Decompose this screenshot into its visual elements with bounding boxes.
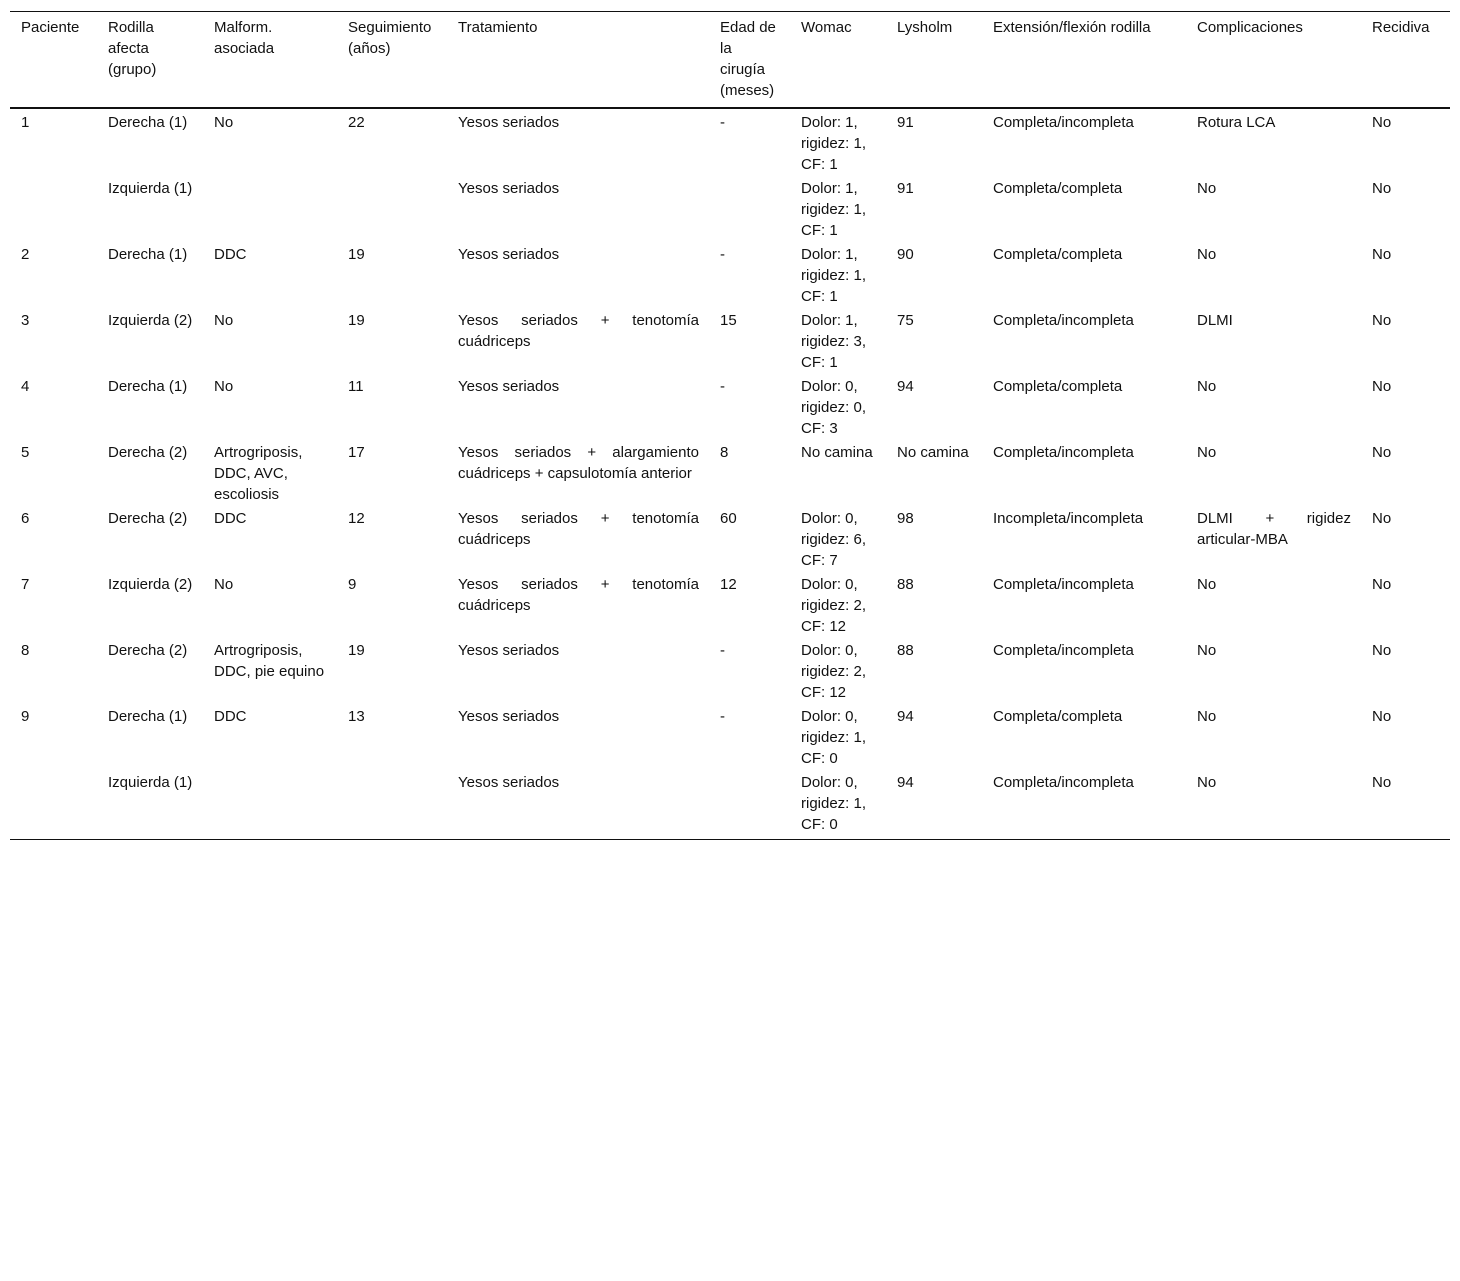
header-complicaciones: Complicaciones [1186, 12, 1361, 109]
cell-extension-flexion: Completa/completa [993, 708, 1123, 725]
cell-lysholm: 91 [897, 114, 914, 131]
header-malformacion: Malform. asociada [203, 12, 337, 109]
table-row [10, 439, 1450, 505]
cell-extension-flexion: Completa/incompleta [982, 769, 1186, 840]
cell-tratamiento: Yesos seriados [458, 708, 560, 725]
cell-malformacion [203, 769, 337, 840]
cell-seguimiento: 13 [348, 708, 365, 725]
cell-womac: Dolor: 0, rigidez: 1, CF: 0 [790, 769, 886, 840]
cell-malformacion: DDC [214, 708, 247, 725]
cell-edad-cirugia: - [720, 642, 725, 659]
cell-complicaciones: No [1197, 444, 1217, 461]
cell-complicaciones: No [1197, 180, 1217, 197]
cell-complicaciones: No [1197, 378, 1217, 395]
cell-seguimiento: 19 [348, 312, 365, 329]
cell-edad-cirugia [709, 175, 790, 241]
cell-seguimiento: 12 [348, 510, 365, 527]
cell-edad-cirugia: - [720, 114, 725, 131]
cell-lysholm: 94 [897, 378, 914, 395]
cell-complicaciones: No [1197, 576, 1217, 593]
cell-rodilla: Derecha (1) [108, 114, 188, 131]
cell-extension-flexion: Completa/completa [993, 378, 1123, 395]
cell-edad-cirugia: - [720, 246, 725, 263]
header-paciente: Paciente [10, 12, 97, 109]
cell-rodilla: Derecha (2) [108, 642, 188, 659]
cell-tratamiento: Yesos seriados + tenotomía cuádriceps [458, 312, 699, 350]
cell-malformacion: Artrogriposis, DDC, AVC, escoliosis [214, 444, 303, 503]
cell-womac: Dolor: 0, rigidez: 0, CF: 3 [801, 378, 867, 437]
cell-womac: Dolor: 1, rigidez: 1, CF: 1 [801, 180, 867, 239]
table-body [10, 108, 1450, 840]
cell-seguimiento [337, 769, 447, 840]
cell-malformacion: No [214, 576, 234, 593]
header-extension-flexion: Extensión/flexión rodilla [982, 12, 1186, 109]
cell-extension-flexion: Completa/incompleta [993, 576, 1134, 593]
cell-recidiva: No [1372, 708, 1392, 725]
cell-extension-flexion: Completa/incompleta [993, 444, 1134, 461]
cell-womac: Dolor: 0, rigidez: 2, CF: 12 [801, 642, 867, 701]
cell-paciente: 3 [21, 312, 30, 329]
cell-edad-cirugia: 15 [720, 312, 737, 329]
cell-rodilla: Derecha (1) [108, 246, 188, 263]
header-womac: Womac [790, 12, 886, 109]
cell-rodilla: Derecha (1) [108, 708, 188, 725]
cell-paciente: 1 [21, 114, 30, 131]
cell-tratamiento: Yesos seriados + alargamiento cuádriceps + capsulotomía anterior [458, 444, 699, 482]
cell-paciente: 5 [21, 444, 30, 461]
cell-tratamiento: Yesos seriados [458, 114, 560, 131]
cell-rodilla: Derecha (2) [108, 510, 188, 527]
cell-tratamiento: Yesos seriados [458, 246, 560, 263]
cell-recidiva: No [1372, 444, 1392, 461]
cell-lysholm: 94 [886, 769, 982, 840]
cell-recidiva: No [1372, 642, 1392, 659]
table-row [10, 241, 1450, 307]
cell-extension-flexion: Completa/completa [993, 246, 1123, 263]
table-row [10, 373, 1450, 439]
cell-malformacion: No [214, 312, 234, 329]
table-row [10, 769, 1450, 840]
cell-seguimiento: 19 [348, 642, 365, 659]
header-recidiva: Recidiva [1361, 12, 1450, 109]
cell-lysholm: 91 [897, 180, 914, 197]
table-row [10, 108, 1450, 175]
cell-edad-cirugia [709, 769, 790, 840]
cell-rodilla: Izquierda (1) [108, 180, 193, 197]
cell-womac: Dolor: 1, rigidez: 3, CF: 1 [801, 312, 867, 371]
cell-malformacion: No [214, 114, 234, 131]
table-row [10, 505, 1450, 571]
cell-complicaciones: No [1197, 246, 1217, 263]
cell-paciente: 6 [21, 510, 30, 527]
cell-paciente: 8 [21, 642, 30, 659]
cell-extension-flexion: Incompleta/incompleta [993, 510, 1144, 527]
cell-edad-cirugia: - [720, 708, 725, 725]
cell-complicaciones: DLMI [1197, 312, 1233, 329]
cell-lysholm: 88 [897, 642, 914, 659]
cell-recidiva: No [1372, 180, 1392, 197]
cell-recidiva: No [1372, 510, 1392, 527]
cell-seguimiento: 11 [348, 378, 364, 395]
table-row [10, 571, 1450, 637]
cell-rodilla: Izquierda (1) [97, 769, 203, 840]
cell-womac: Dolor: 1, rigidez: 1, CF: 1 [801, 114, 867, 173]
cell-womac: Dolor: 0, rigidez: 2, CF: 12 [801, 576, 867, 635]
cell-lysholm: 98 [897, 510, 914, 527]
cell-lysholm: 75 [897, 312, 914, 329]
header-edad-cirugia: Edad de la cirugía (meses) [709, 12, 790, 109]
cell-womac: Dolor: 0, rigidez: 1, CF: 0 [801, 708, 867, 767]
cell-malformacion: DDC [214, 246, 247, 263]
cell-recidiva: No [1372, 246, 1392, 263]
cell-paciente [10, 175, 97, 241]
cell-recidiva: No [1372, 378, 1392, 395]
cell-tratamiento: Yesos seriados [458, 642, 560, 659]
cell-rodilla: Izquierda (2) [108, 576, 193, 593]
cell-seguimiento: 22 [348, 114, 365, 131]
cell-paciente: 4 [21, 378, 30, 395]
cell-complicaciones: No [1186, 769, 1361, 840]
cell-lysholm: No camina [897, 444, 969, 461]
cell-recidiva: No [1372, 576, 1392, 593]
cell-extension-flexion: Completa/incompleta [993, 114, 1134, 131]
cell-complicaciones: No [1197, 708, 1217, 725]
cell-paciente: 7 [21, 576, 30, 593]
cell-tratamiento: Yesos seriados [447, 769, 709, 840]
patients-table [10, 11, 1450, 840]
cell-seguimiento [337, 175, 447, 241]
cell-paciente: 9 [21, 708, 30, 725]
header-seguimiento: Seguimiento (años) [337, 12, 447, 109]
cell-paciente: 2 [21, 246, 30, 263]
cell-complicaciones: DLMI + rigidez articular-MBA [1197, 510, 1351, 548]
cell-seguimiento: 9 [348, 576, 357, 593]
cell-womac: No camina [801, 444, 873, 461]
cell-complicaciones: Rotura LCA [1197, 114, 1276, 131]
cell-extension-flexion: Completa/incompleta [993, 642, 1134, 659]
header-tratamiento: Tratamiento [447, 12, 709, 109]
cell-edad-cirugia: 12 [720, 576, 737, 593]
table-row [10, 637, 1450, 703]
cell-tratamiento: Yesos seriados + tenotomía cuádriceps [458, 576, 699, 614]
cell-recidiva: No [1361, 769, 1450, 840]
cell-edad-cirugia: 8 [720, 444, 729, 461]
table-row [10, 307, 1450, 373]
cell-paciente [10, 769, 97, 840]
cell-malformacion [203, 175, 337, 241]
cell-rodilla: Derecha (1) [108, 378, 188, 395]
cell-extension-flexion: Completa/incompleta [993, 312, 1134, 329]
cell-lysholm: 94 [897, 708, 914, 725]
cell-edad-cirugia: 60 [720, 510, 737, 527]
cell-womac: Dolor: 0, rigidez: 6, CF: 7 [801, 510, 867, 569]
cell-extension-flexion: Completa/completa [993, 180, 1123, 197]
cell-recidiva: No [1372, 114, 1392, 131]
cell-malformacion: DDC [214, 510, 247, 527]
cell-lysholm: 90 [897, 246, 914, 263]
cell-edad-cirugia: - [720, 378, 725, 395]
header-lysholm: Lysholm [886, 12, 982, 109]
cell-complicaciones: No [1197, 642, 1217, 659]
header-row [10, 12, 1450, 109]
cell-malformacion: No [214, 378, 234, 395]
cell-malformacion: Artrogriposis, DDC, pie equino [214, 642, 325, 680]
cell-lysholm: 88 [897, 576, 914, 593]
cell-tratamiento: Yesos seriados [458, 378, 560, 395]
cell-rodilla: Izquierda (2) [108, 312, 193, 329]
cell-seguimiento: 17 [348, 444, 365, 461]
cell-seguimiento: 19 [348, 246, 365, 263]
cell-tratamiento: Yesos seriados + tenotomía cuádriceps [458, 510, 699, 548]
cell-womac: Dolor: 1, rigidez: 1, CF: 1 [801, 246, 867, 305]
cell-rodilla: Derecha (2) [108, 444, 188, 461]
cell-tratamiento: Yesos seriados [458, 180, 560, 197]
cell-recidiva: No [1372, 312, 1392, 329]
table-container [10, 11, 1450, 840]
table-row [10, 175, 1450, 241]
table-row [10, 703, 1450, 769]
header-rodilla: Rodilla afecta (grupo) [97, 12, 203, 109]
